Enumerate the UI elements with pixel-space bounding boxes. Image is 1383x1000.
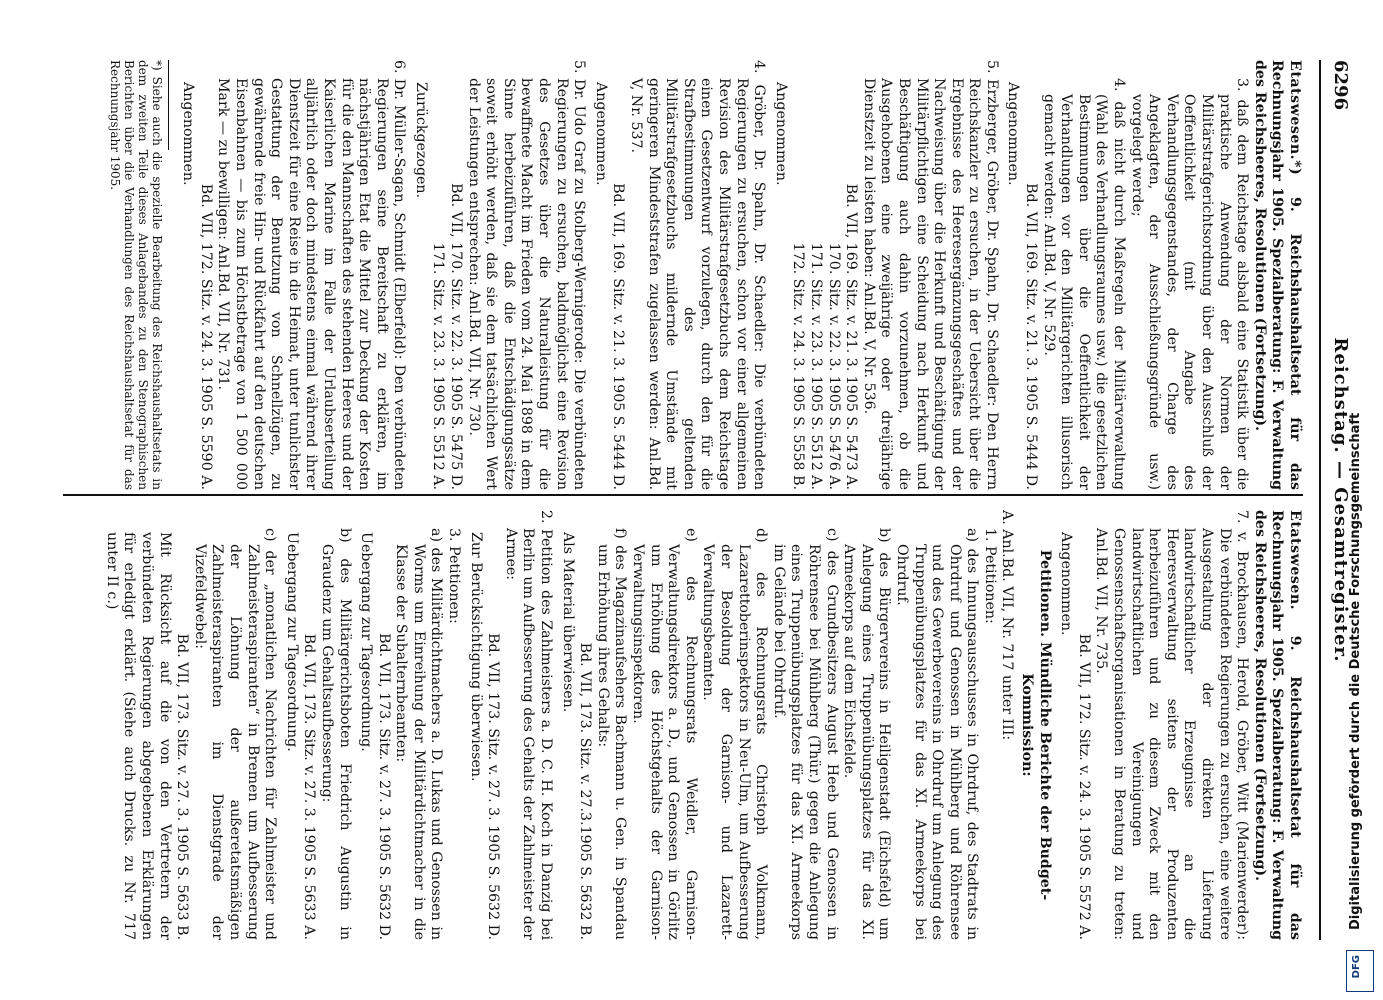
section-title: 9. Reichshaushaltsetat für das Rechnungsjahr 1905. Spezialberatung: F. Verwaltung des Reichsheeres, Resolutionen (Fortsetzung). — [1251, 60, 1303, 490]
dfg-logo-text: DFG — [1351, 955, 1362, 979]
credit-text: Digitalisierung gefördert durch die Deutsche Forschungsgemeinschaft — [1348, 412, 1363, 930]
section-heading — [1250, 60, 1303, 490]
verdict: Angenommen. — [180, 82, 197, 186]
session-reference: Bd. VII, 173. Sitz. v. 27. 3. 1905 S. 5633 A. — [301, 633, 318, 940]
section-lead: Etatswesen.*) — [1287, 60, 1303, 176]
column-divider — [63, 494, 1303, 496]
session-reference: 172. Sitz. v. 24. 3. 1905 S. 5558 B. — [790, 242, 807, 490]
petition-item: a) des Militärdichtmachers a. D. Lukas und Genossen in Worms um Einreihung der Militärdichtmacher in die Klasse der Subalternbeamten: — [393, 528, 445, 940]
resolution-item: 5. Erzberger, Gröber, Dr. Spahn, Dr. Schaedler: Den Herrn Reichskanzler zu ersuchen, in der Uebersicht über die Ergebnisse des Heeresergänzungsgeschäftes und der Nachweisung über die Herkunft und Beschäftigung der Militärpflichtigen eine Scheidung nach Herkunft und Beschäftigung auch dahin vorzunehmen, ob die Ausgehobenen eine zweijährige oder dreijährige Dienstzeit zu leisten haben: Anl.Bd. V, Nr. 536. — [860, 60, 1000, 490]
section-title: 9. Reichshaushaltsetat für das Rechnungsjahr 1905. Spezialberatung: F. Verwaltung des Reichsheeres, Resolutionen (Fortsetzung). — [1251, 510, 1303, 940]
session-reference: Bd. VII, 173. Sitz. v. 27. 3. 1905 S. 5632 D. — [375, 633, 392, 940]
petition-item: e) des Rechnungsrats Weidler, Garnison-Verwaltungsdirektors a. D., und Genossen in Görlitz um Erhöhung des Höchstgehalts der Garnison-Verwaltungsinspektoren. — [630, 528, 699, 940]
verdict: Uebergang zur Tagesordnung. — [283, 532, 300, 752]
petition-item: f) des Magazinaufsehers Bachmann u. Gen. in Spandau um Erhöhung ihres Gehalts: — [594, 528, 629, 940]
running-head: Reichstag. — Gesamtregister. — [1330, 337, 1351, 663]
session-reference: Bd. VII, 170. Sitz. v. 22. 3. 1905 S. 5475 D. — [448, 183, 465, 490]
session-reference: Bd. VII, 173. Sitz. v. 27. 3. 1905 S. 5632 D. — [485, 633, 502, 940]
verdict: Uebergang zur Tagesordnung. — [358, 532, 375, 752]
petition-item: 2. Petition des Zahlmeisters a. D. C. H. Koch in Danzig bei Berlin um Aufbesserung des Gehalts der Zahlmeister der Armee: — [502, 510, 555, 940]
verdict: Zurückgezogen. — [412, 82, 429, 199]
petitions-section-a: A. Anl.Bd. VII, Nr. 717 unter III: — [999, 510, 1016, 741]
section-lead: Etatswesen. — [1287, 510, 1303, 611]
session-reference: Bd. VII, 169. Sitz. v. 21. 3. 1905 S. 5473 A. — [843, 183, 860, 490]
resolution-item: 7. v. Brockhausen, Herold, Gröber, Witt (Marienwerder): Die verbündeten Regierungen zu ersuchen, eine weitere Ausgestaltung der direkten Lieferung landwirtschaftlicher Erzeugnisse an die Heeresverwaltung seitens der Produzenten herbeizuführen und zu diesem Zweck mit den landwirtschaftlichen Vereinigungen und Genossenschaftsorganisationen in Beratung zu treten: Anl.Bd. VII, Nr. 735. — [1093, 510, 1251, 940]
petition-item: b) des Bürgervereins in Heiligenstadt (Eichsfeld) um Anlegung eines Truppenübungsplatzes für das XI. Armeekorps auf dem Eichsfelde. — [841, 528, 893, 940]
verdict: Angenommen. — [1058, 532, 1075, 636]
petition-group-title: 3. Petitionen: — [446, 528, 463, 624]
resolution-item: 5. Dr. Udo Graf zu Stolberg-Wernigerode: Die verbündeten Regierungen zu ersuchen, baldmöglichst eine Revision des Gesetzes über die Naturalleistung für die bewaffnete Macht im Frieden vom 24. Mai 1898 in dem Sinne herbeizuführen, daß die Entschädigungssätze soweit erhöht werden, daß sie dem tatsächlichen Wert der Leistungen entsprechen: Anl.Bd. VII, Nr. 730. — [465, 60, 588, 490]
resolution-item: 3. daß dem Reichstage alsbald eine Statistik über die praktische Anwendung der Normen der Militärstrafgerichtsordnung über den Ausschluß der Oeffentlichkeit (mit Angabe des Verhandlungsgegenstandes, der Charge des Angeklagten, der Ausschließungsgründe usw.) vorgelegt werde; — [1128, 78, 1251, 490]
left-column — [63, 60, 1303, 490]
session-reference: Bd. VII, 169. Sitz. v. 21. 3. 1905 S. 5444 D. — [1023, 183, 1040, 490]
session-reference: 171. Sitz. v. 23. 3. 1905 S. 5512 A. — [430, 242, 447, 490]
footnote: *) Siehe auch die spezielle Bearbeitung des Reichshaushaltsetats in dem zweiten Teile dieses Anlagebandes zu den Stenographischen Berichten über die Verhandlungen des Reichshaushaltsetat für das Rechnungsjahr 1905. — [107, 60, 164, 490]
verdict: Angenommen. — [1005, 82, 1022, 186]
section-heading — [1250, 510, 1303, 940]
resolution-item: 4. Gröber, Dr. Spahn, Dr. Schaedler: Die verbündeten Regierungen zu ersuchen, schon vor einer allgemeinen Revision des Militärstrafgesetzbuchs dem Reichstage einen Gesetzentwurf vorzulegen, durch den für die Strafbestimmungen des geltenden Militärstrafgesetzbuchs mildernde Umstände mit geringeren Mindeststrafen zugelassen werden: Anl.Bd. V, Nr. 537. — [628, 60, 768, 490]
petition-item: c) der „monatlichen Nachrichten für Zahlmeister und Zahlmeisteraspiranten“ in Bremen um Aufbesserung der Löhnung der außeretatsmäßigen Zahlmeisteraspiranten im Dienstgrade der Vizefeldwebel: — [191, 528, 279, 940]
verdict: Als Material überwiesen. — [559, 532, 576, 713]
footnote-divider — [168, 60, 169, 150]
dfg-logo-icon — [1346, 950, 1374, 992]
petitions-heading: Petitionen. Mündliche Berichte der Budget-Kommission: — [1019, 549, 1053, 901]
session-reference: 170. Sitz. v. 22. 3. 1905 S. 5476 A. — [825, 242, 842, 490]
session-reference: Bd. VII, 173. Sitz. v. 27. 3. 1905 S. 5633 B. — [174, 633, 191, 940]
session-reference: Bd. VII, 172. Sitz. v. 24. 3. 1905 S. 5572 A. — [1075, 633, 1092, 940]
petition-item: b) des Militärgerichtsboten Friedrich Augustin in Graudenz um Gehaltsaufbesserung: — [318, 528, 353, 940]
petition-item: a) des Innungsausschusses in Ohrdruf, des Stadtrats in Ohrdruf und Genossen in Mühlberg und Röhrensee und des Gewerbevereins in Ohrdruf um Anlegung des Truppenübungsplatzes für das XI. Armeekorps bei Ohrdruf. — [893, 528, 981, 940]
session-reference: 171. Sitz. v. 23. 3. 1905 S. 5512 A. — [807, 242, 824, 490]
right-column — [63, 510, 1303, 940]
verdict: Angenommen. — [772, 82, 789, 186]
session-reference: Bd. VII, 173. Sitz. v. 27.3.1905 S. 5632 B. — [577, 642, 594, 940]
verdict: Angenommen. — [592, 82, 609, 186]
page-number: 6296 — [1330, 60, 1351, 111]
resolution-item: 4. daß nicht durch Maßregeln der Militärverwaltung (Wahl des Verhandlungsraumes usw.) die gesetzlichen Bestimmungen über die Oeffentlichkeit der Verhandlungen vor den Militärgerichten illusorisch gemacht werden: Anl.Bd. V, Nr. 529. — [1040, 78, 1128, 490]
verdict: Zur Berücksichtigung überwiesen. — [467, 532, 484, 782]
verdict: Mit Rücksicht auf die von den Vertretern der verbündeten Regierungen abgegebenen Erklärungen für erledigt erklärt. (Siehe auch Drucks. zu Nr. 717 unter II c.) — [103, 532, 173, 940]
digitization-credit — [1338, 0, 1378, 1000]
petition-group-title: 1. Petitionen: — [981, 528, 998, 624]
session-reference: Bd. VII, 172. Sitz. v. 24. 3. 1905 S. 5590 A. — [197, 183, 214, 490]
petition-item: d) des Rechnungsrats Christoph Volkmann, Lazarettoberinspektors in Neu-Ulm, um Aufbesserung der Besoldung der Garnison- und Lazarett-Verwaltungsbeamten. — [700, 528, 770, 940]
petition-item: c) des Grundbesitzers August Heeb und Genossen in Röhrensee bei Mühlberg (Thür.) gegen die Anlegung eines Truppenübungsplatzes für das XI. Armeekorps im Gelände bei Ohrdruf. — [770, 528, 840, 940]
session-reference: Bd. VII, 169. Sitz. v. 21. 3. 1905 S. 5444 D. — [610, 183, 627, 490]
resolution-item: 6. Dr. Müller-Sagan, Schmidt (Elberfeld): Den verbündeten Regierungen seine Bereitschaft zu erklären, im nächstjährigen Etat die Mittel zur Deckung der Kosten für die den Mannschaften des stehenden Heeres und der Kaiserlichen Marine im Falle der Urlaubserteilung alljährlich oder doch mindestens einmal während ihrer Dienstzeit für eine Reise in die Heimat, unter tunlichster Gestattung der Benutzung von Schnellzügen, zu gewährende freie Hin- und Rückfahrt auf den deutschen Eisenbahnen — bis zum Höchstbetrage von 1 500 000 Mark — zu bewilligen: Anl.Bd. VII, Nr. 731. — [215, 60, 408, 490]
